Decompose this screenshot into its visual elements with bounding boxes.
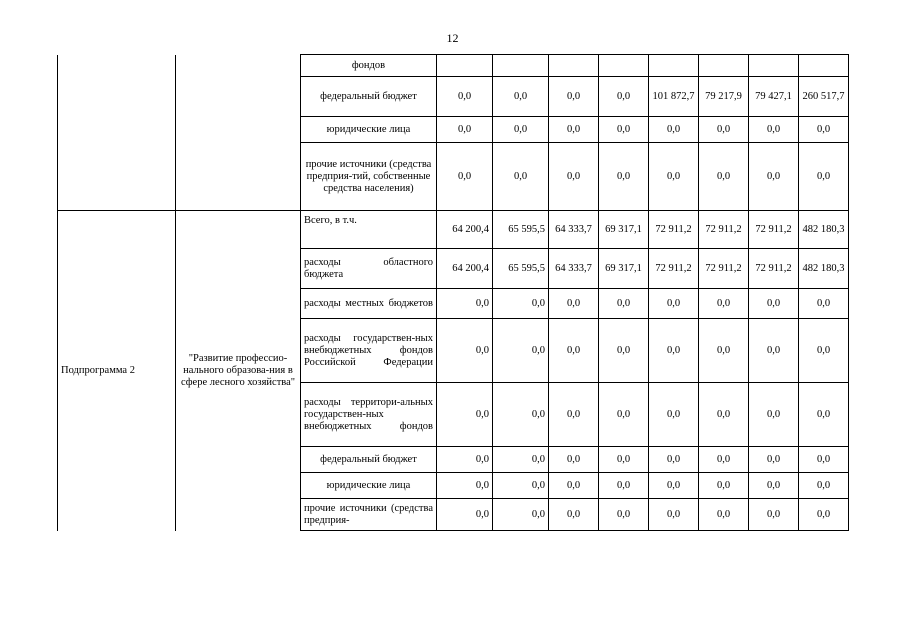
funding-source-label: Всего, в т.ч. (301, 211, 437, 249)
funding-value: 482 180,3 (799, 249, 849, 289)
funding-value: 0,0 (749, 473, 799, 499)
funding-value: 0,0 (649, 117, 699, 143)
funding-value: 0,0 (699, 447, 749, 473)
funding-value: 0,0 (549, 117, 599, 143)
funding-value: 0,0 (437, 473, 493, 499)
funding-value: 0,0 (749, 117, 799, 143)
funding-value: 0,0 (599, 143, 649, 211)
funding-value (437, 55, 493, 77)
funding-table (57, 54, 849, 531)
funding-value: 79 427,1 (749, 77, 799, 117)
funding-source-label: расходы областного бюджета (301, 249, 437, 289)
funding-value (699, 55, 749, 77)
funding-value (649, 55, 699, 77)
funding-value: 69 317,1 (599, 249, 649, 289)
funding-value: 0,0 (649, 499, 699, 531)
funding-source-label: расходы государствен-ных внебюджетных фондов Российской Федерации (301, 319, 437, 383)
funding-value: 0,0 (549, 383, 599, 447)
funding-value: 0,0 (799, 499, 849, 531)
funding-value: 0,0 (749, 447, 799, 473)
continued-program-title-cell (176, 55, 301, 211)
funding-value: 72 911,2 (749, 211, 799, 249)
subprogram-name: Подпрограмма 2 (58, 211, 176, 531)
funding-source-label: расходы территори-альных государствен-ных внебюджетных фондов (301, 383, 437, 447)
funding-value: 0,0 (799, 383, 849, 447)
funding-value: 0,0 (649, 447, 699, 473)
funding-value: 0,0 (649, 383, 699, 447)
funding-value: 0,0 (437, 447, 493, 473)
funding-value: 0,0 (799, 143, 849, 211)
funding-value: 482 180,3 (799, 211, 849, 249)
funding-value: 0,0 (599, 77, 649, 117)
funding-value: 0,0 (699, 289, 749, 319)
funding-value: 72 911,2 (699, 211, 749, 249)
funding-value: 72 911,2 (749, 249, 799, 289)
funding-value (799, 55, 849, 77)
funding-value: 0,0 (549, 319, 599, 383)
funding-source-label: фондов (301, 55, 437, 77)
funding-value: 72 911,2 (699, 249, 749, 289)
funding-value: 0,0 (437, 77, 493, 117)
funding-source-label: прочие источники (средства предприя- (301, 499, 437, 531)
funding-value: 0,0 (549, 143, 599, 211)
funding-value: 0,0 (437, 383, 493, 447)
funding-value: 64 333,7 (549, 249, 599, 289)
funding-value: 0,0 (599, 447, 649, 473)
funding-value: 0,0 (799, 117, 849, 143)
funding-value: 0,0 (649, 319, 699, 383)
funding-source-label: юридические лица (301, 473, 437, 499)
funding-value (493, 55, 549, 77)
funding-value: 0,0 (749, 383, 799, 447)
funding-value: 0,0 (549, 473, 599, 499)
funding-value: 260 517,7 (799, 77, 849, 117)
funding-value: 0,0 (699, 499, 749, 531)
funding-value: 0,0 (799, 319, 849, 383)
funding-value: 0,0 (549, 499, 599, 531)
funding-value: 72 911,2 (649, 211, 699, 249)
funding-value (599, 55, 649, 77)
funding-value: 0,0 (599, 319, 649, 383)
funding-value: 0,0 (649, 289, 699, 319)
funding-value: 0,0 (649, 473, 699, 499)
funding-value: 0,0 (437, 117, 493, 143)
funding-value: 0,0 (799, 289, 849, 319)
funding-table-body (58, 55, 849, 531)
funding-value: 0,0 (599, 289, 649, 319)
table-row (58, 55, 849, 77)
funding-value: 0,0 (749, 499, 799, 531)
funding-value: 0,0 (649, 143, 699, 211)
funding-source-label: юридические лица (301, 117, 437, 143)
funding-value: 72 911,2 (649, 249, 699, 289)
funding-value: 64 200,4 (437, 211, 493, 249)
funding-source-label: расходы местных бюджетов (301, 289, 437, 319)
funding-value: 0,0 (493, 319, 549, 383)
continued-program-cell (58, 55, 176, 211)
funding-source-label: федеральный бюджет (301, 447, 437, 473)
funding-value: 0,0 (437, 499, 493, 531)
funding-value: 0,0 (599, 473, 649, 499)
funding-value: 0,0 (493, 143, 549, 211)
funding-value (749, 55, 799, 77)
funding-value: 64 333,7 (549, 211, 599, 249)
funding-value: 0,0 (749, 143, 799, 211)
funding-value: 0,0 (599, 117, 649, 143)
table-row (58, 211, 849, 249)
funding-value: 0,0 (699, 383, 749, 447)
funding-value: 0,0 (549, 447, 599, 473)
funding-value: 0,0 (493, 499, 549, 531)
funding-value: 0,0 (699, 143, 749, 211)
funding-source-label: федеральный бюджет (301, 77, 437, 117)
funding-value: 0,0 (493, 473, 549, 499)
funding-value: 0,0 (699, 117, 749, 143)
funding-value: 0,0 (699, 473, 749, 499)
funding-value: 0,0 (749, 319, 799, 383)
subprogram-title: "Развитие профессио-нального образова-ния в сфере лесного хозяйства" (176, 211, 301, 531)
funding-value: 0,0 (749, 289, 799, 319)
funding-value: 0,0 (599, 383, 649, 447)
funding-value: 0,0 (437, 319, 493, 383)
funding-value: 0,0 (599, 499, 649, 531)
funding-value: 0,0 (699, 319, 749, 383)
funding-value: 0,0 (799, 447, 849, 473)
funding-value: 69 317,1 (599, 211, 649, 249)
funding-value: 0,0 (549, 77, 599, 117)
funding-value: 0,0 (437, 289, 493, 319)
funding-source-label: прочие источники (средства предприя-тий, собственные средства населения) (301, 143, 437, 211)
funding-value: 65 595,5 (493, 249, 549, 289)
funding-value (549, 55, 599, 77)
funding-value: 0,0 (493, 447, 549, 473)
funding-value: 101 872,7 (649, 77, 699, 117)
funding-value: 65 595,5 (493, 211, 549, 249)
funding-value: 0,0 (493, 77, 549, 117)
page-number: 12 (446, 31, 459, 45)
funding-value: 79 217,9 (699, 77, 749, 117)
funding-value: 0,0 (437, 143, 493, 211)
funding-value: 64 200,4 (437, 249, 493, 289)
funding-value: 0,0 (493, 289, 549, 319)
funding-value: 0,0 (549, 289, 599, 319)
funding-value: 0,0 (493, 383, 549, 447)
funding-value: 0,0 (493, 117, 549, 143)
funding-value: 0,0 (799, 473, 849, 499)
